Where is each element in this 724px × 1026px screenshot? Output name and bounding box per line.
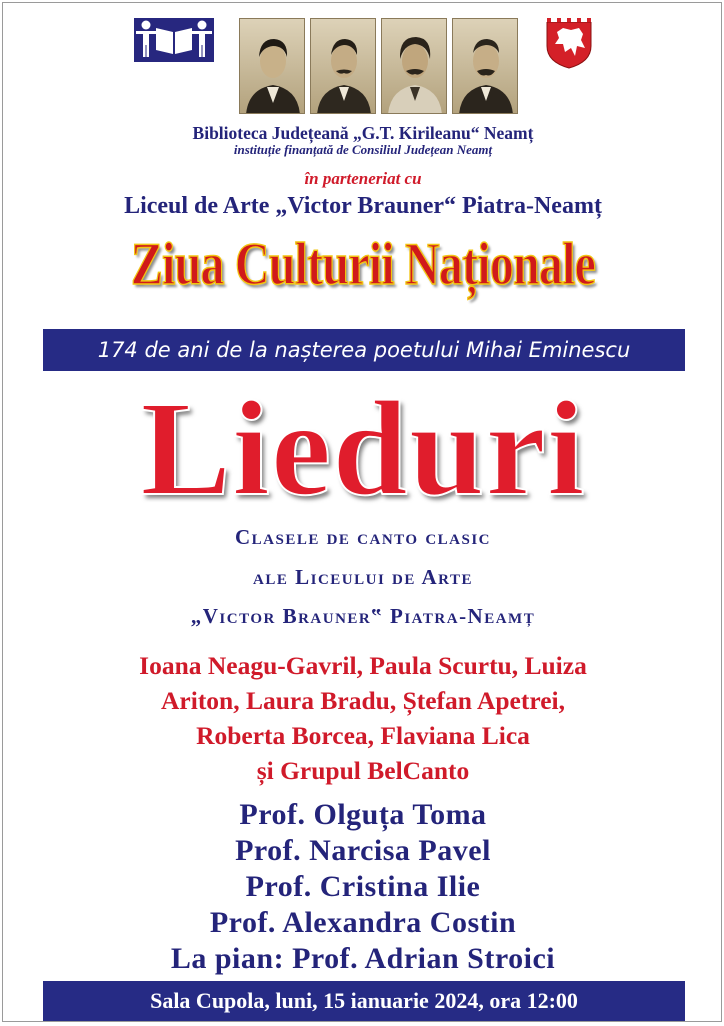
partner-name: Liceul de Arte „Victor Brauner“ Piatra-Neamț — [124, 193, 602, 219]
poster — [2, 2, 722, 1022]
performers-line-4: și Grupul BelCanto — [256, 756, 470, 785]
event-subtitle-banner: 174 de ani de la nașterea poetului Mihai Eminescu — [43, 329, 685, 371]
library-logo-icon — [134, 18, 214, 62]
performers-line-1: Ioana Neagu-Gavril, Paula Scurtu, Luiza — [139, 651, 587, 680]
performers-line-3: Roberta Borcea, Flaviana Lica — [196, 721, 530, 750]
classes-line-3: „Victor Brauner‟ Piatra-Neamț — [190, 604, 536, 628]
performers-line-2: Ariton, Laura Bradu, Ștefan Apetrei, — [161, 686, 565, 715]
event-title: Ziua Culturii Naționale — [130, 231, 596, 297]
portrait-4-icon — [452, 18, 518, 114]
classes-line-1: Clasele de canto clasic — [234, 525, 492, 549]
portrait-2-icon — [310, 18, 376, 114]
teacher-3: Prof. Cristina Ilie — [245, 870, 481, 903]
event-details-banner: Sala Cupola, luni, 15 ianuarie 2024, ora 12:00 — [43, 981, 685, 1021]
portrait-1-icon — [239, 18, 305, 114]
partnership-intro: în parteneriat cu — [304, 169, 422, 188]
funding-note: instituție finanțată de Consiliul Județean Neamț — [233, 142, 493, 157]
teacher-1: Prof. Olguța Toma — [239, 798, 487, 831]
institution-name: Biblioteca Județeană „G.T. Kirileanu“ Neamț — [192, 123, 534, 143]
portrait-3-icon — [381, 18, 447, 114]
teacher-2: Prof. Narcisa Pavel — [235, 834, 491, 867]
county-crest-icon — [541, 18, 597, 70]
teacher-4: Prof. Alexandra Costin — [209, 906, 517, 939]
pianist: La pian: Prof. Adrian Stroici — [170, 942, 556, 975]
event-headline: Lieduri — [140, 374, 586, 524]
classes-line-2: ale Liceului de Arte — [253, 565, 473, 589]
